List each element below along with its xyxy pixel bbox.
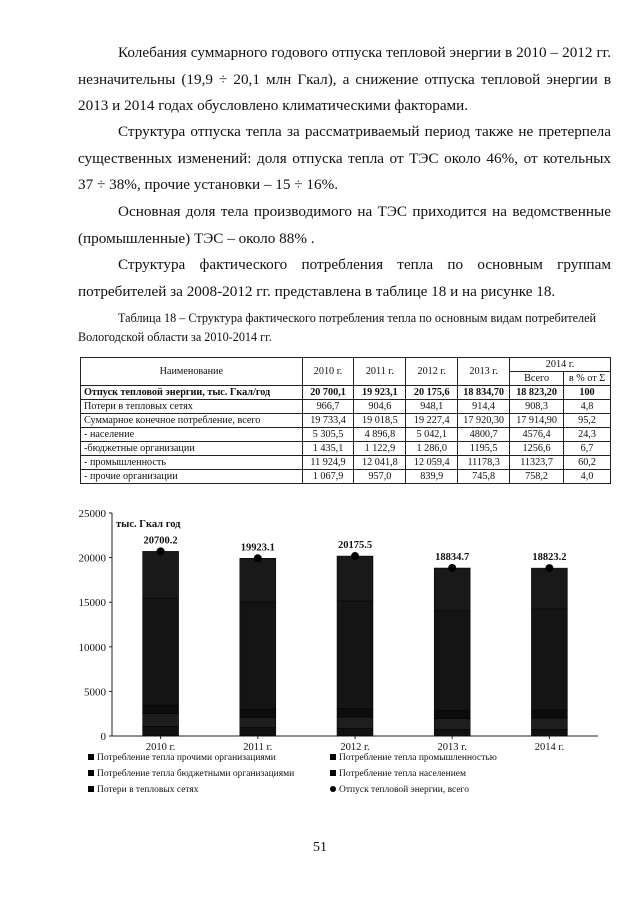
bar-segment bbox=[143, 705, 179, 714]
bar-segment bbox=[240, 717, 276, 727]
point-label: 18823.2 bbox=[532, 552, 567, 564]
table-cell: 17 914,90 bbox=[510, 414, 564, 428]
table-row bbox=[81, 400, 611, 414]
bar-segment bbox=[240, 727, 276, 736]
table-cell: 12 041,8 bbox=[354, 456, 406, 470]
table-cell: 4,8 bbox=[564, 400, 611, 414]
bar-segment bbox=[434, 719, 470, 730]
total-point bbox=[351, 552, 359, 560]
bar-segment bbox=[531, 718, 567, 729]
table-cell: 19 733,4 bbox=[302, 414, 354, 428]
paragraph-1-text: Колебания суммарного годового отпуска тепловой энергии в 2010 – 2012 гг. незначительны (19,9 ÷ 20,1 млн Гкал), а снижение отпуска тепловой энергии в 2013 и 2014 годах обусловлено климатическими факторами. bbox=[78, 44, 611, 114]
table-caption-text: Таблица 18 – Структура фактического потребления тепла по основным видам потребителей Вологодской области за 2010-2014 гг. bbox=[78, 311, 597, 344]
bar-segment bbox=[434, 568, 470, 611]
table-cell: 100 bbox=[564, 386, 611, 400]
total-point bbox=[545, 564, 553, 572]
table-cell: 11 924,9 bbox=[302, 456, 354, 470]
table-cell: 95,2 bbox=[564, 414, 611, 428]
table-cell: 24,3 bbox=[564, 428, 611, 442]
legend-label: Потери в тепловых сетях bbox=[97, 785, 199, 795]
bar-segment bbox=[337, 709, 373, 717]
bar-segment bbox=[143, 599, 179, 705]
consumption-chart bbox=[60, 506, 610, 806]
y-tick-label: 0 bbox=[100, 731, 106, 743]
table-cell: 11178,3 bbox=[458, 456, 510, 470]
bar-segment bbox=[531, 568, 567, 609]
legend-label: Потребление тепла бюджетными организациями bbox=[97, 769, 295, 779]
bar-segment bbox=[434, 711, 470, 719]
table-cell: 839,9 bbox=[406, 470, 458, 484]
table-cell: 5 305,5 bbox=[302, 428, 354, 442]
legend-marker bbox=[88, 786, 94, 792]
bar-segment bbox=[531, 609, 567, 710]
header-total: Всего bbox=[510, 372, 564, 386]
table-cell: 957,0 bbox=[354, 470, 406, 484]
table-cell: 745,8 bbox=[458, 470, 510, 484]
paragraph-4-text: Структура фактического потребления тепла по основным группам потребителей за 2008-2012 гг. представлена в таблице 18 и на рисунке 18. bbox=[78, 256, 611, 300]
table-cell: 20 175,6 bbox=[406, 386, 458, 400]
bar-segment bbox=[240, 602, 276, 709]
table-cell: 908,3 bbox=[510, 400, 564, 414]
header-2014: 2014 г. bbox=[510, 358, 611, 372]
unit-label: тыс. Гкал год bbox=[116, 519, 181, 530]
page-number: 51 bbox=[313, 840, 327, 855]
y-tick-label: 15000 bbox=[78, 597, 106, 610]
header-2011: 2011 г. bbox=[354, 358, 406, 386]
x-tick-label: 2014 г. bbox=[534, 742, 565, 753]
table-cell: 1 067,9 bbox=[302, 470, 354, 484]
row-label: - промышленность bbox=[81, 456, 303, 470]
table-cell: 1256,6 bbox=[510, 442, 564, 456]
table-cell: 6,7 bbox=[564, 442, 611, 456]
x-tick-label: 2010 г. bbox=[145, 742, 176, 753]
legend-label: Потребление тепла населением bbox=[339, 769, 467, 779]
table-row bbox=[81, 414, 611, 428]
table-cell: 19 923,1 bbox=[354, 386, 406, 400]
total-point bbox=[254, 554, 262, 562]
consumption-table bbox=[80, 357, 611, 484]
table-cell: 4800,7 bbox=[458, 428, 510, 442]
x-tick-label: 2013 г. bbox=[437, 742, 467, 753]
x-tick-label: 2011 г. bbox=[243, 742, 273, 753]
table-row bbox=[81, 470, 611, 484]
bar-segment bbox=[337, 717, 373, 728]
bar-segment bbox=[337, 601, 373, 709]
bar-segment bbox=[531, 710, 567, 718]
legend-marker bbox=[88, 770, 94, 776]
row-label: - население bbox=[81, 428, 303, 442]
table-cell: 11323,7 bbox=[510, 456, 564, 470]
table-cell: 60,2 bbox=[564, 456, 611, 470]
header-percent: в % от Σ bbox=[564, 372, 611, 386]
table-cell: 18 834,70 bbox=[458, 386, 510, 400]
table-cell: 20 700,1 bbox=[302, 386, 354, 400]
paragraph-1 bbox=[78, 40, 611, 120]
table-cell: 4 896,8 bbox=[354, 428, 406, 442]
table-cell: 904,6 bbox=[354, 400, 406, 414]
table-row bbox=[81, 456, 611, 470]
y-tick-label: 5000 bbox=[84, 686, 106, 699]
paragraph-3-text: Основная доля тела производимого на ТЭС приходится на ведомственные (промышленные) ТЭС – около 88% . bbox=[78, 203, 611, 247]
legend-marker bbox=[88, 754, 94, 760]
table-cell: 19 018,5 bbox=[354, 414, 406, 428]
table-cell: 1 435,1 bbox=[302, 442, 354, 456]
total-point bbox=[157, 547, 165, 555]
legend-label: Потребление тепла прочими организациями bbox=[97, 753, 276, 763]
table-cell: 18 823,20 bbox=[510, 386, 564, 400]
header-2013: 2013 г. bbox=[458, 358, 510, 386]
table-cell: 758,2 bbox=[510, 470, 564, 484]
header-name: Наименование bbox=[81, 358, 303, 386]
y-tick-label: 10000 bbox=[78, 641, 106, 654]
table-cell: 4,0 bbox=[564, 470, 611, 484]
point-label: 20175.5 bbox=[337, 540, 373, 552]
legend-marker bbox=[330, 754, 336, 760]
bar-segment bbox=[337, 729, 373, 736]
row-label: Суммарное конечное потребление, всего bbox=[81, 414, 303, 428]
table-row bbox=[81, 386, 611, 400]
legend-label: Отпуск тепловой энергии, всего bbox=[339, 785, 469, 795]
header-2010: 2010 г. bbox=[302, 358, 354, 386]
table-caption bbox=[78, 309, 611, 347]
bar-segment bbox=[143, 714, 179, 727]
x-tick-label: 2012 г. bbox=[340, 742, 370, 753]
header-2012: 2012 г. bbox=[406, 358, 458, 386]
bar-segment bbox=[240, 709, 276, 717]
table-cell: 914,4 bbox=[458, 400, 510, 414]
table-row bbox=[81, 442, 611, 456]
legend-marker bbox=[330, 770, 336, 776]
table-cell: 4576,4 bbox=[510, 428, 564, 442]
paragraph-4 bbox=[78, 252, 611, 305]
bar-segment bbox=[531, 729, 567, 736]
table-cell: 17 920,30 bbox=[458, 414, 510, 428]
table-cell: 19 227,4 bbox=[406, 414, 458, 428]
table-cell: 948,1 bbox=[406, 400, 458, 414]
table-body bbox=[81, 386, 611, 484]
legend-marker bbox=[330, 786, 336, 792]
row-label: - прочие организации bbox=[81, 470, 303, 484]
paragraph-2-text: Структура отпуска тепла за рассматриваемый период также не претерпела существенных изменений: доля отпуска тепла от ТЭС около 46%, от котельных 37 ÷ 38%, прочие установки – 15 ÷ 16%. bbox=[78, 123, 611, 193]
y-tick-label: 20000 bbox=[78, 552, 106, 565]
table-row bbox=[81, 428, 611, 442]
row-label: Потери в тепловых сетях bbox=[81, 400, 303, 414]
table-cell: 1 286,0 bbox=[406, 442, 458, 456]
legend-label: Потребление тепла промышленностью bbox=[339, 753, 497, 763]
y-tick-label: 25000 bbox=[78, 508, 106, 520]
paragraph-2 bbox=[78, 119, 611, 199]
table-cell: 1 122,9 bbox=[354, 442, 406, 456]
point-label: 19923.1 bbox=[240, 542, 275, 554]
bar-segment bbox=[337, 556, 373, 601]
point-label: 20700.2 bbox=[143, 535, 178, 547]
bar-segment bbox=[434, 611, 470, 711]
bar-segment bbox=[434, 729, 470, 736]
bar-segment bbox=[240, 558, 276, 602]
table-cell: 1195,5 bbox=[458, 442, 510, 456]
row-label: -бюджетные организации bbox=[81, 442, 303, 456]
bar-segment bbox=[143, 551, 179, 598]
bar-segment bbox=[143, 726, 179, 736]
table-cell: 966,7 bbox=[302, 400, 354, 414]
table-cell: 12 059,4 bbox=[406, 456, 458, 470]
paragraph-3 bbox=[78, 199, 611, 252]
table-cell: 5 042,1 bbox=[406, 428, 458, 442]
row-label: Отпуск тепловой энергии, тыс. Гкал/год bbox=[81, 386, 303, 400]
point-label: 18834.7 bbox=[435, 551, 470, 563]
total-point bbox=[448, 564, 456, 572]
